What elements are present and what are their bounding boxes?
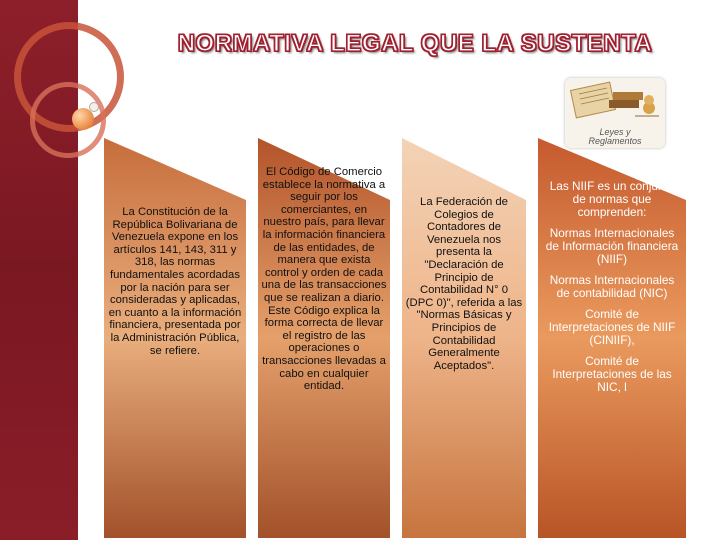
panel-constitucion [104,138,246,538]
panel-2-text: El Código de Comercio establece la normativa a seguir por los comerciantes, en nuestro país, para llevar la información financiera de las entidades, de manera que exista control y orden de cada una de las transacciones que se realizan a diario. Este Código explica la forma correcta de llevar el registro de las operaciones o transacciones llevadas a cabo en cualquier entidad. [261,166,387,393]
niif-item-nic: Normas Internacionales de contabilidad (NIC) [549,273,675,300]
panel-federacion [402,138,526,538]
niif-item-intro: Las NIIF es un conjunto de normas que comprenden: [549,179,675,219]
niif-item-comite-nic: Comité de Interpretaciones de las NIC, l [552,354,672,394]
panel-4-list [538,180,686,402]
panel-1-text: La Constitución de la República Bolivariana de Venezuela expone en los artículos 141, 143, 311 y 318, las normas fundamentales acordadas por la nación para ser consideradas y aplicadas, en cuanto a la información financiera, presentada por la Administración Pública, se refiere. [108,206,242,357]
niif-item-niif: Normas Internacionales de Información financiera (NIIF) [545,226,679,266]
logo-line-2: Reglamentos [588,136,642,146]
decor-ring-small [30,82,106,158]
panel-codigo-comercio [258,138,390,538]
panel-3-text: La Federación de Colegios de Contadores de Venezuela nos presenta la "Declaración de Principio de Contabilidad N° 0 (DPC 0)", referida a las "Normas Básicas y Principios de Contabilidad Generalmente Aceptados". [405,196,523,372]
panel-niif [538,138,686,538]
logo-line-1: Leyes y [599,127,631,137]
decor-small-dot [89,102,99,112]
page-title: NORMATIVA LEGAL QUE LA SUSTENTA [177,30,653,57]
niif-item-ciniif: Comité de Interpretaciones de NIIF (CINIIF), [548,307,676,347]
book-scales-icon [565,78,665,128]
